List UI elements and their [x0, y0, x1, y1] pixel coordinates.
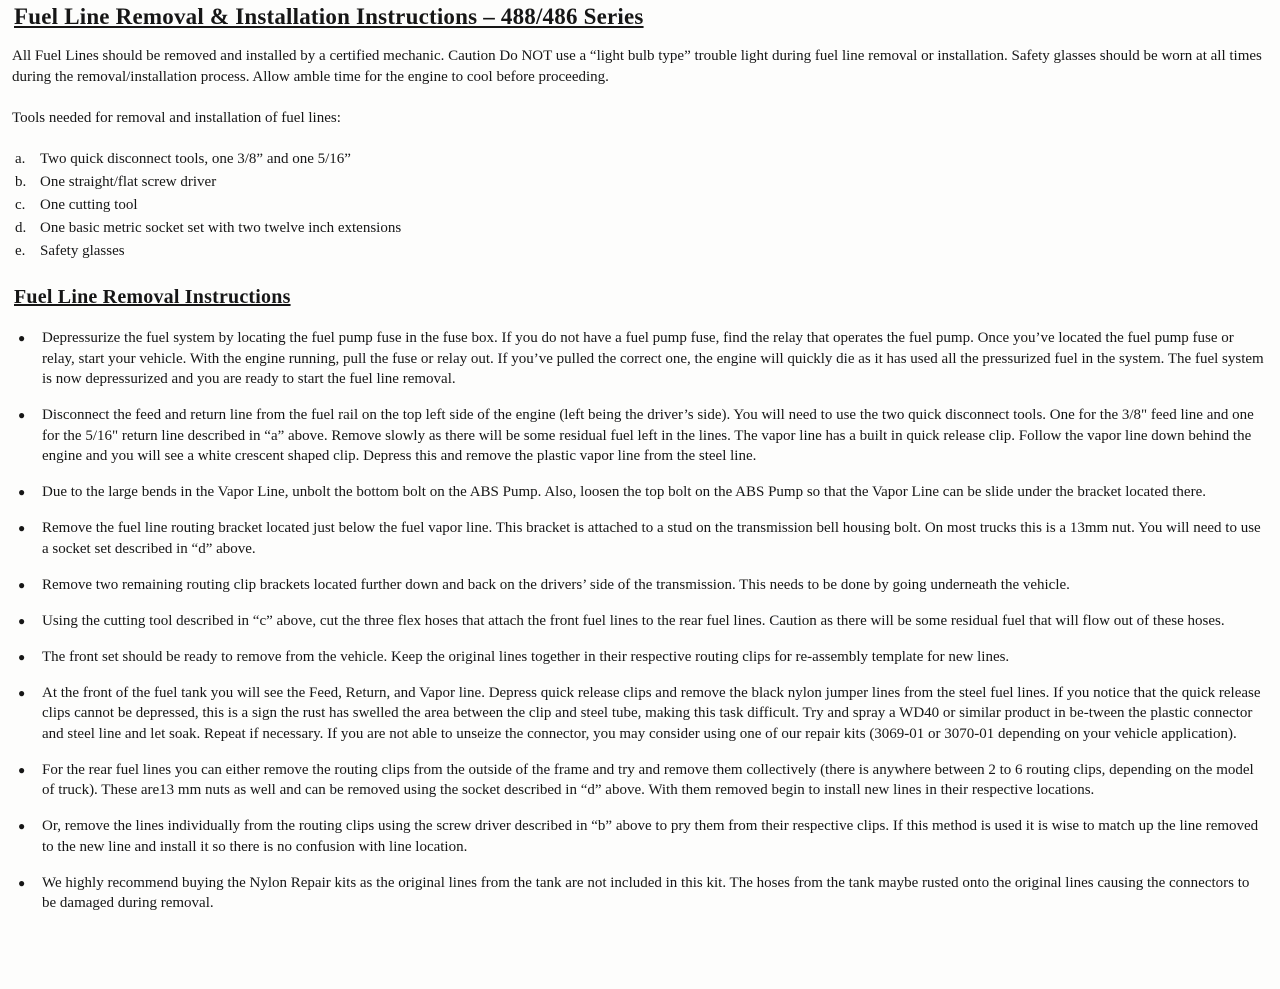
tool-item — [12, 218, 1268, 239]
instruction-item — [12, 518, 1268, 559]
tool-item — [12, 149, 1268, 170]
instruction-item — [12, 683, 1268, 745]
bullet-icon: ● — [18, 819, 26, 833]
instruction-text: Due to the large bends in the Vapor Line, unbolt the bottom bolt on the ABS Pump. Also, loosen the top bolt on the ABS Pump so that the Vapor Line can be slide under the bracket located there. — [42, 484, 1206, 500]
bullet-icon: ● — [18, 613, 26, 628]
instruction-text: Using the cutting tool described in “c” above, cut the three flex hoses that attach the front fuel lines to the rear fuel lines. Caution as there will be some residual fuel that will flow out of these hoses. — [42, 612, 1225, 629]
tool-letter: d. — [15, 219, 27, 236]
instruction-item — [12, 405, 1268, 467]
tool-text: Safety glasses — [40, 242, 125, 259]
tools-list — [12, 149, 1268, 262]
instruction-text: At the front of the fuel tank you will see the Feed, Return, and Vapor line. Depress quick release clips and remove the black nylon jumper lines from the steel fuel lines. If you notice that the quick release clips cannot be depressed, this is a sign the rust has swelled the area between the clip and steel tube, making this task difficult. Try and spray a WD40 or similar product in be-tween the plastic connector and steel line and let soak. Repeat if necessary. If you are not able to unseize the connector, you may consider using one of our repair kits (3069-01 or 3070-01 depending on your vehicle application). — [42, 684, 1261, 742]
intro-paragraph: All Fuel Lines should be removed and installed by a certified mechanic. Caution Do NOT use a “light bulb type” trouble light during fuel line removal or installation. Safety glasses should be worn at all times during the removal/installation process. Allow amble time for the engine to cool before proceeding. — [12, 48, 1262, 85]
tool-letter: a. — [15, 150, 26, 167]
tool-letter: b. — [15, 173, 27, 190]
tool-text: One straight/flat screw driver — [40, 173, 217, 190]
bullet-icon: ● — [18, 649, 26, 664]
instruction-item — [12, 760, 1268, 801]
instruction-text: The front set should be ready to remove from the vehicle. Keep the original lines together in their respective routing clips for re-assembly template for new lines. — [42, 648, 1010, 665]
instruction-item — [12, 647, 1268, 668]
tool-item — [12, 195, 1268, 216]
bullet-icon: ● — [18, 485, 26, 499]
bullet-icon: ● — [18, 685, 26, 700]
tool-letter: c. — [15, 196, 26, 213]
instruction-item — [12, 873, 1268, 914]
bullet-icon: ● — [18, 408, 26, 422]
tool-item — [12, 241, 1268, 262]
instruction-item — [12, 816, 1268, 857]
instruction-text: Remove two remaining routing clip brackets located further down and back on the drivers’ side of the transmission. This needs to be done by going underneath the vehicle. — [42, 576, 1070, 593]
instruction-text: Disconnect the feed and return line from the fuel rail on the top left side of the engine (left being the driver’s side). You will need to use the two quick disconnect tools. One for the 3/8" feed line and one for the 5/16" return line described in “a” above. Remove slowly as there will be some residual fuel left in the lines. The vapor line has a built in quick release clip. Follow the vapor line down behind the engine and you will see a white crescent shaped clip. Depress this and remove the plastic vapor line from the steel line. — [42, 407, 1254, 464]
bullet-icon: ● — [18, 875, 26, 890]
tool-item — [12, 172, 1268, 193]
instruction-text: Or, remove the lines individually from the routing clips using the screw driver described in “b” above to pry them from their respective clips. If this method is used it is wise to match up the line removed to the new line and install it so there is no confusion with line location. — [42, 818, 1259, 855]
tool-letter: e. — [15, 242, 26, 259]
instruction-text: We highly recommend buying the Nylon Repair kits as the original lines from the tank are not included in this kit. The hoses from the tank maybe rusted onto the original lines causing the connectors to be damaged during removal. — [42, 874, 1250, 911]
bullet-icon: ● — [18, 762, 26, 777]
instruction-text: For the rear fuel lines you can either remove the routing clips from the outside of the frame and try and remove them collectively (there is anywhere between 2 to 6 routing clips, depending on the model of truck). These are13 mm nuts as well and can be removed using the socket described in “d” above. With them removed begin to install new lines in their respective locations. — [42, 761, 1254, 798]
section-title: Fuel Line Removal Instructions — [14, 286, 291, 308]
bullet-icon: ● — [18, 331, 26, 345]
instruction-item — [12, 575, 1268, 596]
instruction-text: Remove the fuel line routing bracket located just below the fuel vapor line. This bracket is attached to a stud on the transmission bell housing bolt. On most trucks this is a 13mm nut. You will need to use a socket set described in “d” above. — [42, 520, 1261, 557]
instruction-item — [12, 328, 1268, 390]
tools-heading: Tools needed for removal and installation of fuel lines: — [12, 110, 341, 126]
instruction-item — [12, 482, 1268, 503]
instruction-text: Depressurize the fuel system by locating the fuel pump fuse in the fuse box. If you do not have a fuel pump fuse, find the relay that operates the fuel pump. Once you’ve located the fuel pump fuse or relay, start your vehicle. With the engine running, pull the fuse or relay out. If you’ve pulled the correct one, the engine will quickly die as it has used all the pressurized fuel in the system. The fuel system is now depressurized and you are ready to start the fuel line removal. — [42, 330, 1264, 387]
bullet-icon: ● — [18, 577, 26, 592]
bullet-icon: ● — [18, 521, 26, 535]
instructions-list — [12, 328, 1268, 914]
page-title: Fuel Line Removal & Installation Instructions – 488/486 Series — [14, 4, 644, 29]
tool-text: Two quick disconnect tools, one 3/8” and one 5/16” — [40, 150, 351, 167]
tool-text: One cutting tool — [40, 196, 138, 213]
tool-text: One basic metric socket set with two twelve inch extensions — [40, 219, 402, 236]
instruction-item — [12, 611, 1268, 632]
